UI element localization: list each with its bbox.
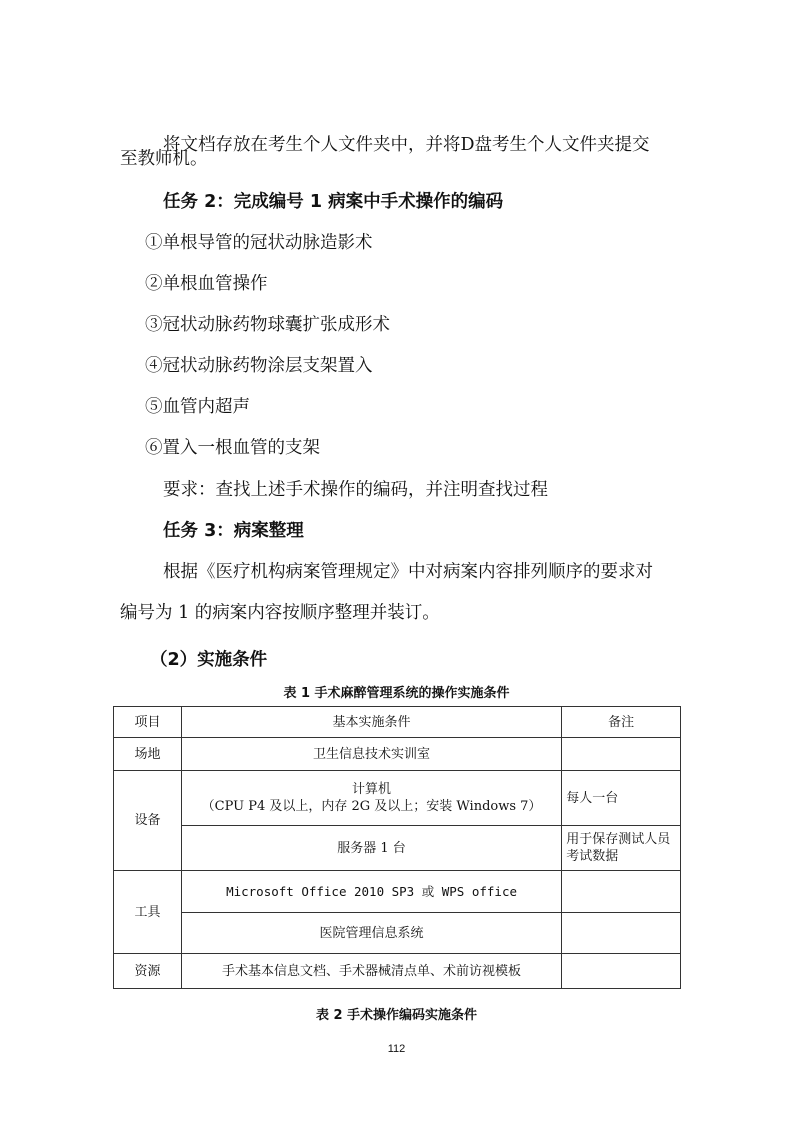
table-cell: 医院管理信息系统: [181, 913, 561, 954]
table-cell: 手术基本信息文档、手术器械清点单、术前访视模板: [181, 954, 561, 989]
table-cell: [562, 954, 681, 989]
table-cell: [562, 913, 681, 954]
paragraph-line: 将文档存放在考生个人文件夹中，并将D盘考生个人文件夹提交: [163, 135, 650, 155]
list-item: ①单根导管的冠状动脉造影术: [145, 233, 373, 253]
list-item: ③冠状动脉药物球囊扩张成形术: [145, 315, 390, 335]
table-cell: Microsoft Office 2010 SP3 或 WPS office: [181, 871, 561, 913]
table-cell: [562, 871, 681, 913]
table-cell: 资源: [114, 954, 182, 989]
cell-line: 计算机: [352, 782, 392, 797]
table-cell: 服务器 1 台: [181, 826, 561, 871]
table1-caption: 表 1 手术麻醉管理系统的操作实施条件: [283, 686, 510, 701]
table-cell: [562, 738, 681, 771]
list-item: ⑤血管内超声: [145, 397, 250, 417]
list-item: ②单根血管操作: [145, 274, 268, 294]
table-cell: 用于保存测试人员考试数据: [562, 826, 681, 871]
table-cell: 每人一台: [562, 771, 681, 826]
header-cell: 备注: [562, 707, 681, 738]
list-item: ⑥置入一根血管的支架: [145, 438, 320, 458]
header-cell: 项目: [114, 707, 182, 738]
table-cell: 场地: [114, 738, 182, 771]
requirement: 要求：查找上述手术操作的编码，并注明查找过程: [163, 480, 548, 500]
table-cell: 工具: [114, 871, 182, 954]
table2-caption: 表 2 手术操作编码实施条件: [315, 1008, 478, 1023]
table1: [113, 706, 681, 989]
table-cell: 设备: [114, 771, 182, 871]
task2-heading: 任务 2：完成编号 1 病案中手术操作的编码: [163, 192, 504, 212]
page-number: 112: [387, 1043, 406, 1055]
table-cell: [181, 771, 561, 826]
cell-line: （CPU P4 及以上，内存 2G 及以上；安装 Windows 7）: [201, 799, 542, 814]
paragraph-line: 至教师机。: [120, 149, 208, 169]
header-cell: 基本实施条件: [181, 707, 561, 738]
task3-heading: 任务 3：病案整理: [163, 521, 304, 541]
paragraph-line: 根据《医疗机构病案管理规定》中对病案内容排列顺序的要求对: [163, 562, 653, 582]
paragraph-line: 编号为 1 的病案内容按顺序整理并装订。: [120, 603, 440, 623]
table-cell: 卫生信息技术实训室: [181, 738, 561, 771]
list-item: ④冠状动脉药物涂层支架置入: [145, 356, 373, 376]
section-heading: （2）实施条件: [150, 650, 268, 670]
